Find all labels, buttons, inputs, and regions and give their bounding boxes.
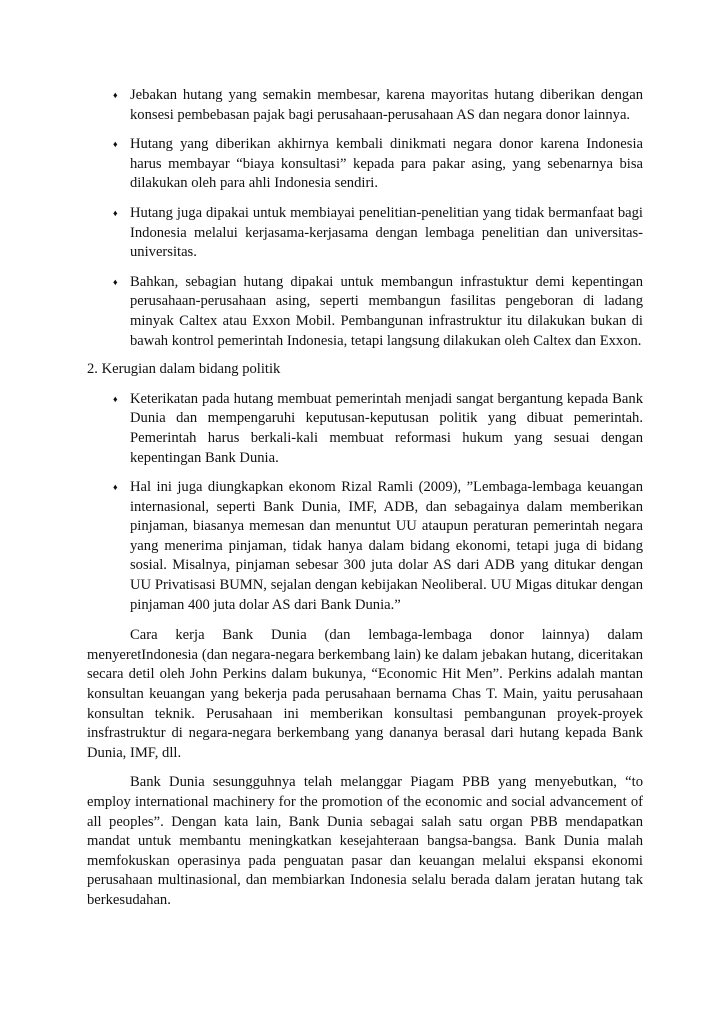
diamond-bullet-icon: ♦: [113, 482, 118, 493]
bullet-text: Hutang juga dipakai untuk membiayai penelitian-penelitian yang tidak bermanfaat bagi Indonesia melalui kerjasama-kerjasama dengan lembaga penelitian dan universitas-universitas.: [130, 204, 643, 261]
section-heading: 2. Kerugian dalam bidang politik: [87, 361, 281, 378]
list-item: [87, 86, 643, 125]
bullet-list-political-losses: [87, 390, 643, 616]
list-item: [87, 478, 643, 615]
body-paragraphs: [87, 626, 643, 910]
diamond-bullet-icon: ♦: [113, 139, 118, 150]
bullet-text: Bahkan, sebagian hutang dipakai untuk membangun infrastuktur demi kepentingan perusahaan-perusahaan asing, seperti membangun fasilitas pengeboran di ladang minyak Caltex atau Exxon Mobil. Pembangunan infrastruktur itu dilakukan bukan di bawah kontrol pemerintah Indonesia, tetapi langsung dilakukan oleh Caltex dan Exxon.: [130, 273, 643, 349]
bullet-text: Hutang yang diberikan akhirnya kembali dinikmati negara donor karena Indonesia harus membayar “biaya konsultasi” kepada para pakar asing, yang sebenarnya bisa dilakukan oleh para ahli Indonesia sendiri.: [130, 136, 643, 192]
diamond-bullet-icon: ♦: [113, 276, 118, 287]
bullet-list-economic-losses: [87, 86, 643, 351]
diamond-bullet-icon: ♦: [113, 90, 118, 100]
paragraph: Bank Dunia sesungguhnya telah melanggar Piagam PBB yang menyebutkan, “to employ international machinery for the promotion of the economic and social advancement of all peoples”. Dengan kata lain, Bank Dunia sebagai salah satu organ PBB mendapatkan mandat untuk membantu meningkatkan kesejahteraan bangsa-bangsa. Bank Dunia malah memfokuskan operasinya pada penguatan pasar dan keuangan melalui ekspansi ekonomi perusahaan multinasional, dan membiarkan Indonesia selalu berada dalam jeratan hutang tak berkesudahan.: [87, 774, 643, 908]
diamond-bullet-icon: ♦: [113, 207, 118, 218]
bullet-text: Hal ini juga diungkapkan ekonom Rizal Ramli (2009), ”Lembaga-lembaga keuangan internasional, seperti Bank Dunia, IMF, ADB, dan sebagainya dalam memberikan pinjaman, biasanya memesan dan menuntut UU ataupun peraturan pemerintah negara yang menerima pinjaman, tidak hanya dalam bidang ekonomi, tetapi juga di bidang sosial. Misalnya, pinjaman sebesar 300 juta dolar AS dari ADB yang ditukar dengan UU Privatisasi BUMN, sejalan dengan kebijakan Neoliberal. UU Migas ditukar dengan pinjaman 400 juta dolar AS dari Bank Dunia.”: [130, 479, 643, 613]
list-item: [87, 135, 643, 194]
list-item: [87, 273, 643, 351]
list-item: [87, 390, 643, 468]
diamond-bullet-icon: ♦: [113, 393, 118, 404]
list-item: [87, 204, 643, 263]
bullet-text: Keterikatan pada hutang membuat pemerintah menjadi sangat bergantung kepada Bank Dunia dan mempengaruhi keputusan-keputusan politik yang dibuat pemerintah. Pemerintah harus berkali-kali membuat reformasi hukum yang sesuai dengan kepentingan Bank Dunia.: [130, 390, 643, 466]
document-body: [87, 86, 643, 911]
paragraph: Cara kerja Bank Dunia (dan lembaga-lembaga donor lainnya) dalam menyeretIndonesia (dan negara-negara berkembang lain) ke dalam jebakan hutang, diceritakan secara detil oleh John Perkins dalam bukunya, “Economic Hit Men”. Perkins adalah mantan konsultan keuangan yang bekerja pada perusahaan bernama Chas T. Main, yaitu perusahaan konsultan teknik. Perusahaan ini memberikan konsultasi pembangunan proyek-proyek insfrastruktur di negara-negara berkembang yang dananya berasal dari hutang kepada Bank Dunia, IMF, dll.: [87, 627, 643, 761]
bullet-text: Jebakan hutang yang semakin membesar, karena mayoritas hutang diberikan dengan konsesi pembebasan pajak bagi perusahaan-perusahaan AS dan negara donor lainnya.: [130, 87, 643, 123]
